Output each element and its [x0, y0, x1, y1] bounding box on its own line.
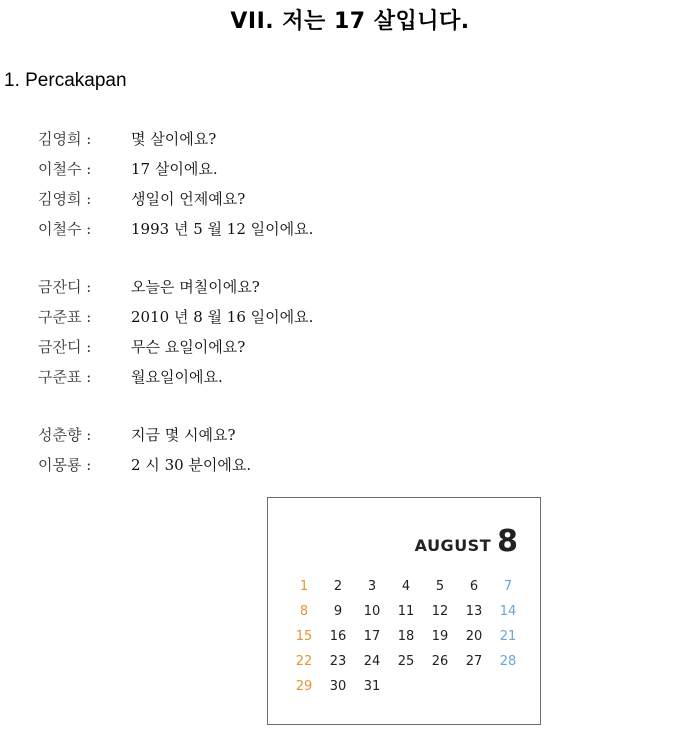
utterance-text: 월요일이에요.: [131, 368, 223, 386]
utterance-text: 몇 살이에요?: [131, 130, 217, 148]
calendar-date: 28: [499, 654, 517, 669]
calendar-day: 8: [497, 524, 518, 559]
calendar-date: 1: [299, 579, 309, 594]
dialog-line: [38, 332, 313, 362]
speaker-name: 김영희 :: [38, 190, 92, 208]
dialog-block: [38, 420, 313, 480]
speaker-name: 이몽룡 :: [38, 456, 92, 474]
dialog-line: [38, 154, 313, 184]
speaker-name: 구준표 :: [38, 368, 92, 386]
calendar-date: 2: [333, 579, 343, 594]
calendar-month: AUGUST: [414, 536, 492, 555]
utterance-text: 1993 년 5 월 12 일이에요.: [131, 220, 314, 238]
calendar-date: 9: [333, 604, 343, 619]
dialog-list: [38, 124, 313, 508]
calendar-date: 12: [431, 604, 449, 619]
utterance-text: 17 살이에요.: [131, 160, 218, 178]
calendar-date: 4: [401, 579, 411, 594]
speaker-name: 성춘향 :: [38, 426, 92, 444]
section-heading: 1. Percakapan: [4, 70, 127, 91]
calendar-date: 18: [397, 629, 415, 644]
calendar-date: 23: [329, 654, 347, 669]
calendar-date: 11: [397, 604, 415, 619]
utterance-text: 2010 년 8 월 16 일이에요.: [131, 308, 314, 326]
calendar-date: 31: [363, 679, 381, 694]
calendar-date: 29: [295, 679, 313, 694]
calendar-date: 30: [329, 679, 347, 694]
calendar-date: 27: [465, 654, 483, 669]
calendar-date: 21: [499, 629, 517, 644]
calendar-date: 5: [435, 579, 445, 594]
utterance-text: 오늘은 며칠이에요?: [131, 278, 260, 296]
calendar-date: 7: [503, 579, 513, 594]
calendar-date: 14: [499, 604, 517, 619]
calendar-header: [415, 524, 518, 559]
dialog-line: [38, 272, 313, 302]
utterance-text: 생일이 언제예요?: [131, 190, 246, 208]
dialog-line: [38, 184, 313, 214]
calendar-date: 8: [299, 604, 309, 619]
calendar-image: [267, 497, 541, 725]
calendar-date: 16: [329, 629, 347, 644]
calendar-date: 15: [295, 629, 313, 644]
page-title: VII. 저는 17 살입니다.: [230, 9, 470, 34]
speaker-name: 구준표 :: [38, 308, 92, 326]
calendar-date: 3: [367, 579, 377, 594]
dialog-line: [38, 362, 313, 392]
calendar-date: 17: [363, 629, 381, 644]
utterance-text: 지금 몇 시예요?: [131, 426, 236, 444]
calendar-date: 13: [465, 604, 483, 619]
calendar-date: 24: [363, 654, 381, 669]
speaker-name: 이철수 :: [38, 160, 92, 178]
calendar-date: 20: [465, 629, 483, 644]
calendar-date: 6: [469, 579, 479, 594]
calendar-grid: [287, 574, 525, 699]
dialog-line: [38, 302, 313, 332]
calendar-date: 10: [363, 604, 381, 619]
utterance-text: 2 시 30 분이에요.: [131, 456, 252, 474]
utterance-text: 무슨 요일이에요?: [131, 338, 246, 356]
speaker-name: 금잔디 :: [38, 338, 92, 356]
speaker-name: 금잔디 :: [38, 278, 92, 296]
calendar-date: 19: [431, 629, 449, 644]
speaker-name: 김영희 :: [38, 130, 92, 148]
calendar-date: 25: [397, 654, 415, 669]
dialog-line: [38, 124, 313, 154]
dialog-line: [38, 420, 313, 450]
dialog-block: [38, 124, 313, 244]
calendar-date: 26: [431, 654, 449, 669]
dialog-block: [38, 272, 313, 392]
speaker-name: 이철수 :: [38, 220, 92, 238]
dialog-line: [38, 214, 313, 244]
calendar-date: 22: [295, 654, 313, 669]
dialog-line: [38, 450, 313, 480]
